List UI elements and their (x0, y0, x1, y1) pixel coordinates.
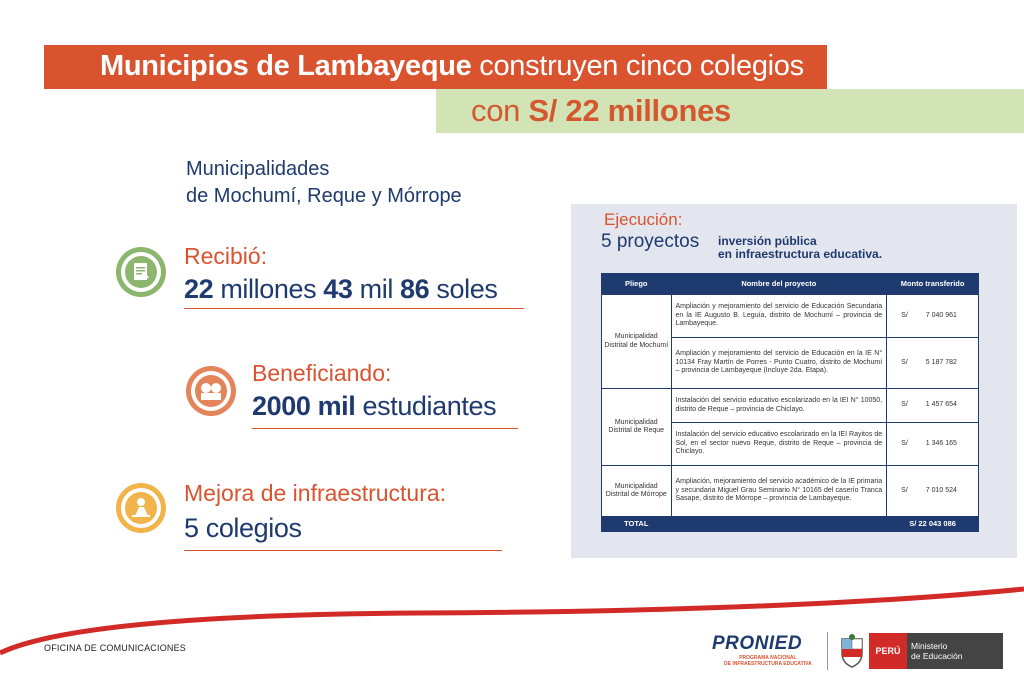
nombre-cell: Instalación del servicio educativo escolarizado en la IEI Rayitos de Sol, en el sector nuevo Reque, distrito de Reque – provincia de Chiclayo. (671, 423, 887, 466)
monto-cell (887, 295, 979, 338)
total-row (602, 517, 979, 532)
title-rest: construyen cinco colegios (479, 50, 804, 82)
title-bold: Municipios de Lambayeque (100, 50, 472, 82)
moneda: S/ (901, 439, 908, 447)
municipalidades-heading (186, 156, 462, 210)
ministerio-line1: Ministerio (911, 641, 948, 651)
page-title (100, 50, 804, 83)
beneficiando-num: 2000 mil (252, 391, 356, 421)
moneda: S/ (901, 358, 908, 366)
peru-label: PERÚ (869, 633, 907, 669)
recibio-word2: mil (359, 274, 393, 304)
mejora-label: Mejora de infraestructura: (184, 480, 447, 506)
municipalidades-line2: de Mochumí, Reque y Mórrope (186, 185, 462, 207)
column-header: Nombre del proyecto (671, 274, 887, 295)
recibio-num2: 43 (323, 274, 353, 304)
inversion-caption (718, 235, 882, 261)
table-row (602, 389, 979, 423)
proyectos-count: 5 proyectos (601, 231, 700, 252)
recibio-value (184, 274, 497, 305)
oficina-label: OFICINA DE COMUNICACIONES (44, 643, 187, 653)
document-icon (125, 256, 157, 288)
pliego-cell: Municipalidad Distrital de Reque (602, 389, 672, 466)
monto-cell (887, 466, 979, 517)
pronied-logo: PRONIED (712, 633, 803, 654)
nombre-cell: Ampliación y mejoramiento del servicio de Educación en la IE N° 10134 Fray Martín de Porres - Punto Cuatro, distrito de Mochumí – provincia de Lambayeque (Incluye 2da. Etapa). (671, 338, 887, 389)
mejora-value: 5 colegios (184, 513, 302, 543)
monto-value: 7 040 961 (925, 311, 957, 319)
subtitle-amount: S/ 22 millones (528, 93, 731, 128)
nombre-cell: Ampliación y mejoramiento del servicio de Educación Secundaria en la IE Augusto B. Leguía, distrito de Mochumí – provincia de Lambayeque. (671, 295, 887, 338)
beneficiando-badge (186, 366, 236, 416)
beneficiando-value (252, 391, 496, 422)
monto-value: 7 010 524 (925, 486, 957, 494)
page-subtitle (471, 93, 731, 129)
table-row (602, 295, 979, 338)
recibio-badge (116, 247, 166, 297)
worker-icon (125, 492, 157, 524)
peru-shield-icon (836, 633, 868, 669)
ejecucion-label: Ejecución: (604, 210, 683, 229)
recibio-num1: 22 (184, 274, 214, 304)
moneda: S/ (901, 311, 908, 319)
total-value: S/ 22 043 086 (887, 517, 979, 532)
beneficiando-label: Beneficiando: (252, 360, 392, 386)
projects-table (601, 273, 979, 532)
municipalidades-line1: Municipalidades (186, 158, 330, 180)
beneficiando-word: estudiantes (362, 391, 497, 421)
monto-value: 1 457 654 (925, 401, 957, 409)
divider (184, 550, 502, 551)
monto-cell (887, 338, 979, 389)
total-label: TOTAL (602, 517, 672, 532)
inversion-line1: inversión pública (718, 234, 817, 248)
nombre-cell: Instalación del servicio educativo escolarizado en la IEI N° 10050, distrito de Reque – provincia de Chiclayo. (671, 389, 887, 423)
pronied-subtitle (724, 655, 812, 667)
inversion-line2: en infraestructura educativa. (718, 247, 883, 261)
ministerio-line2: de Educación (911, 651, 963, 661)
pliego-cell: Municipalidad Distrital de Mórrope (602, 466, 672, 517)
ministerio-label (907, 633, 1003, 669)
monto-cell (887, 389, 979, 423)
recibio-word3: soles (436, 274, 498, 304)
logo-separator (827, 632, 828, 670)
subtitle-pre: con (471, 93, 521, 128)
pronied-sub2: DE INFRAESTRUCTURA EDUCATIVA (724, 661, 812, 667)
recibio-num3: 86 (400, 274, 430, 304)
recibio-word1: millones (220, 274, 317, 304)
moneda: S/ (901, 401, 908, 409)
recibio-label: Recibió: (184, 243, 268, 269)
nombre-cell: Ampliación, mejoramiento del servicio académico de la IE primaria y secundaria Miguel Grau Seminario N° 10165 del caserío Tranca Sasape, distrito de Mórrope – provincia de Lambayeque. (671, 466, 887, 517)
monto-value: 5 187 782 (925, 358, 957, 366)
students-icon (195, 375, 227, 407)
pronied-sub1: PROGRAMA NACIONAL (739, 655, 797, 661)
pliego-cell: Municipalidad Distrital de Mochumí (602, 295, 672, 389)
mejora-badge (116, 483, 166, 533)
moneda: S/ (901, 486, 908, 494)
column-header: Monto transferido (887, 274, 979, 295)
table-row (602, 466, 979, 517)
total-empty (671, 517, 887, 532)
divider (184, 308, 524, 309)
column-header: Pliego (602, 274, 672, 295)
monto-value: 1 346 165 (925, 439, 957, 447)
table-header-row (602, 274, 979, 295)
divider (252, 428, 518, 429)
monto-cell (887, 423, 979, 466)
